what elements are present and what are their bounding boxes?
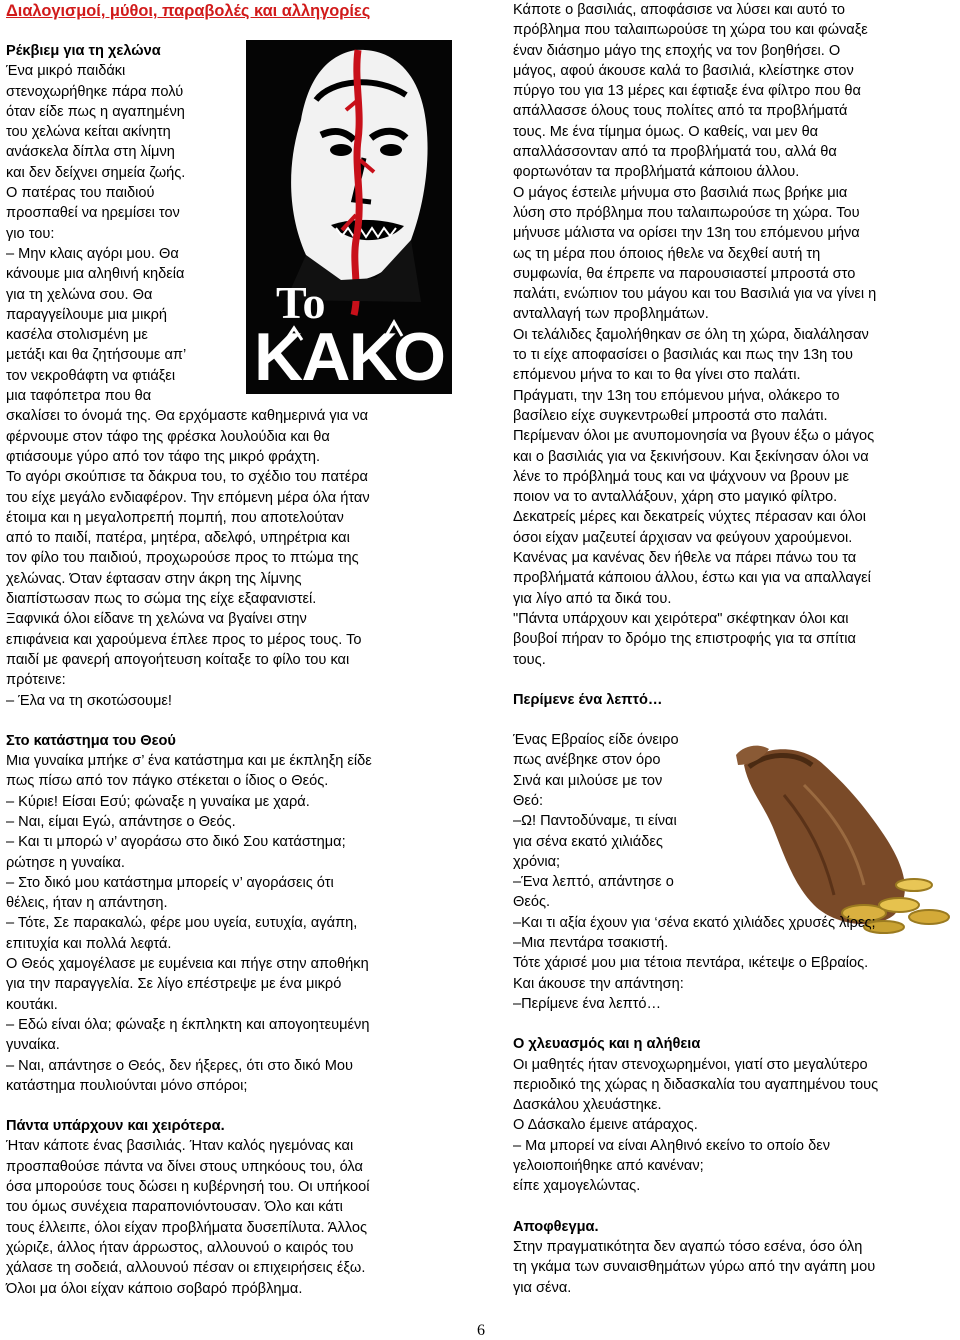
page-number: 6 — [477, 1322, 485, 1339]
section-title-aphorism: Αποφθεγμα. — [513, 1218, 599, 1235]
story-line: πως ανέβηκε στον όρο — [513, 752, 661, 769]
story-line: κάνουμε μια αληθινή κηδεία — [6, 266, 185, 283]
story-line: του χελώνα κείται ακίνητη — [6, 124, 171, 141]
poster-title-small: Το — [276, 277, 326, 328]
story-line: Δεκατρείς μέρες και δεκατρείς νύχτες πέρασαν και όλοι — [513, 509, 866, 526]
spacer — [513, 1014, 943, 1034]
story-line: Ξαφνικά όλοι είδανε τη χελώνα να βγαίνει στην — [6, 611, 307, 628]
story-line: περιοδικό της χώρας η διδασκαλία του αγαπημένου τους — [513, 1076, 879, 1093]
story-line: – Εδώ είναι όλα; φώναξε η έκπληκτη και απογοητευμένη — [6, 1016, 370, 1033]
story-line: είπε χαμογελώντας. — [513, 1178, 641, 1195]
story-line: για σένα εκατό χιλιάδες — [513, 833, 663, 850]
story-line: – Και τι μπορώ ν’ αγοράσω στο δικό Σου κατάστημα; — [6, 834, 346, 851]
story-line: Και άκουσε την απάντηση: — [513, 975, 684, 992]
story-line: όταν είδε πως η αγαπημένη — [6, 103, 185, 120]
story-line: Όλοι μα όλοι είχαν κάποιο σοβαρό πρόβλημα. — [6, 1280, 303, 1297]
story-line: προσπαθεί να ηρεμίσει τον — [6, 205, 180, 222]
story-line: συμφωνία, θα έπρεπε να παρουσιαστεί μπροστά στο — [513, 265, 856, 282]
story-line: Ένας Εβραίος είδε όνειρο — [513, 732, 679, 749]
story-line: Θεός. — [513, 894, 551, 911]
story-line: – Κύριε! Είσαι Εσύ; φώναξε η γυναίκα με χαρά. — [6, 793, 310, 810]
story-line: για λίγο από τα δικά του. — [513, 590, 672, 607]
story-line: παλάτι, ενώπιον του μάγου και του Βασιλιά για να γίνει η — [513, 286, 877, 303]
story-line: ποιον να το ανταλλάξουν, χάρη στο μαγικό φίλτρο. — [513, 489, 838, 506]
story-line: γελοιοποιήθηκε από κανέναν; — [513, 1158, 704, 1175]
story-line: Τότε χάρισέ μου μια τέτοια πεντάρα, ικέτεψε ο Εβραίος. — [513, 955, 869, 972]
story-line: Στην πραγματικότητα δεν αγαπώ τόσο εσένα, όσο όλη — [513, 1238, 863, 1255]
story-line: Θεό: — [513, 792, 544, 809]
story-line: χελώνας. Όταν έφτασαν στην άκρη της λίμνης — [6, 570, 302, 587]
story-line: τους έλλειπε, όλοι είχαν προβλήματα δυσεπίλυτα. Άλλος — [6, 1219, 368, 1236]
story-line: Ένα μικρό παιδάκι — [6, 63, 126, 80]
story-line: προβλήματά κάποιου άλλου, έστω και για να απαλλαγεί — [513, 570, 871, 587]
story-line: κατάστημα πουλιούνται μόνο σπόροι; — [6, 1077, 248, 1094]
story-line: όσοι είχαν μαζευτεί άρχισαν να φεύγουν χαρούμενοι. — [513, 529, 853, 546]
story-line: χρόνια; — [513, 853, 561, 870]
story-line: – Έλα να τη σκοτώσουμε! — [6, 692, 172, 709]
story-line: και ο βασιλιάς για να ξεκινήσουν. Και ξεκίνησαν όλοι να — [513, 448, 869, 465]
spacer — [6, 711, 452, 731]
story-line: και δεν δείχνει σημεία ζωής. — [6, 164, 186, 181]
story-line: έναν διάσημο μάγο της εποχής να τον βοηθήσει. Ο — [513, 42, 841, 59]
story-line: ρώτησε η γυναίκα. — [6, 854, 125, 871]
story-line: Ο μάγος έστειλε μήνυμα στο βασιλιά πως βρήκε μια — [513, 184, 848, 201]
story-line: προσπαθούσε πάντα να δίνει στους υπηκόους του, όλα — [6, 1158, 363, 1175]
story-line: το τι είχε αποφασίσει ο βασιλιάς και πως την 13η του — [513, 347, 853, 364]
story-line: Περίμεναν όλοι με ανυπομονησία να βγουν έξω ο μάγος — [513, 428, 875, 445]
spacer — [513, 1197, 943, 1217]
section-title-wait-a-minute: Περίμενε ένα λεπτό… — [513, 691, 663, 708]
story-line: φέρνουμε στον τάφο της φρέσκα λουλούδια και θα — [6, 428, 330, 445]
story-line: γυναίκα. — [6, 1037, 60, 1054]
section-title-gods-store: Στο κατάστημα του Θεού — [6, 732, 176, 749]
section-title-always-worse: Πάντα υπάρχουν και χειρότερα. — [6, 1118, 225, 1135]
story-line: για σένα. — [513, 1279, 572, 1296]
story-line: σκαλίσει το όνομά της. Θα ερχόμαστε καθημερινά για να — [6, 408, 369, 425]
story-line: Ο Δάσκαλο έμεινε ατάραχος. — [513, 1117, 698, 1134]
spacer — [513, 670, 943, 690]
story-line: πρόβλημα που ταλαιπωρούσε τη χώρα του και φώναξε — [513, 22, 868, 39]
story-line: χώριζε, άλλος ήταν άρρωστος, αλλουνού ο καιρός του — [6, 1239, 354, 1256]
story-line: τον φίλο του παιδιού, προχωρούσε προς το πτώμα της — [6, 550, 359, 567]
story-line: – Μην κλαις αγόρι μου. Θα — [6, 245, 179, 262]
story-line: Το αγόρι σκούπισε τα δάκρυα του, το σχέδιο του πατέρα — [6, 469, 368, 486]
story-line: όσα μπορούσε τους δώσει η κυβέρνησή του. Οι υπήκοοί — [6, 1179, 370, 1196]
spacer — [513, 710, 943, 730]
story-line: – Ναι, είμαι Εγώ, απάντησε ο Θεός. — [6, 813, 236, 830]
story-line: βουβοί πήραν το δρόμο της επιστροφής για τα σπίτια — [513, 631, 856, 648]
story-line: Κάποτε ο βασιλιάς, αποφάσισε να λύσει και αυτό το — [513, 2, 845, 18]
story-line: – Τότε, Σε παρακαλώ, φέρε μου υγεία, ευτυχία, αγάπη, — [6, 915, 358, 932]
poster-title-large: ΚΑΚΟ — [254, 319, 446, 394]
story-line: "Πάντα υπάρχουν και χειρότερα" σκέφτηκαν όλοι και — [513, 610, 849, 627]
spacer — [6, 1096, 452, 1116]
story-line: τη γκάμα των συναισθημάτων γύρω από την αγάπη μου — [513, 1259, 876, 1276]
story-line: Οι μαθητές ήταν στενοχωρημένοι, γιατί στο μεγαλύτερο — [513, 1056, 868, 1073]
story-line: απαλλάσσονταν από τα προβλήματά του, αλλά θα — [513, 144, 837, 161]
story-line: πύργο του για 13 μέρες και έφτιαξε ένα φίλτρο που θα — [513, 83, 861, 100]
story-line: για την παραγγελία. Σε λίγο επέστρεψε με ένα μικρό — [6, 976, 342, 993]
story-line: φορτωνόταν τα προβλήματά κάποιου άλλου. — [513, 164, 800, 181]
story-line: τους. — [513, 651, 546, 668]
story-line: του είχε μεγάλο ενδιαφέρον. Την επόμενη μέρα όλα ήταν — [6, 489, 370, 506]
story-line: – Στο δικό μου κατάστημα μπορείς ν’ αγοράσεις ότι — [6, 874, 334, 891]
story-line: πως πίσω από τον πάγκο στέκεται ο ίδιος ο Θεός. — [6, 773, 329, 790]
story-line: ως τη μέρα που όποιος ήθελε να δεχθεί αυτή τη — [513, 245, 821, 262]
page-header: Διαλογισμοί, μύθοι, παραβολές και αλληγορίες — [6, 2, 371, 20]
story-line: παιδί με φανερή απογοήτευση κοίταξε το φίλο του και — [6, 651, 350, 668]
story-line: Κανένας μα κανένας δεν ήθελε να πάρει πάνω του τα — [513, 550, 857, 567]
story-line: επιτυχία και πολλά λεφτά. — [6, 935, 172, 952]
right-column — [513, 0, 943, 1298]
story-line: Ο Θεός χαμογέλασε με ευμένεια και πήγε στην αποθήκη — [6, 956, 369, 973]
story-line: κασέλα στολισμένη με — [6, 327, 148, 344]
section-title-requiem: Ρέκβιεμ για τη χελώνα — [6, 43, 161, 59]
story-line: διαπίστωσαν πως το σώμα της είχε εξαφανιστεί. — [6, 591, 317, 608]
story-line: ανταλλαγή των προβλημάτων. — [513, 306, 709, 323]
story-line: –Ένα λεπτό, απάντησε ο — [513, 874, 674, 891]
story-line: Ήταν κάποτε ένας βασιλιάς. Ήταν καλός ηγεμόνας και — [6, 1138, 354, 1155]
story-line: Ο πατέρας του παιδιού — [6, 185, 155, 202]
section-title-mockery-and-truth: Ο χλευασμός και η αλήθεια — [513, 1036, 701, 1053]
story-line: –Και τι αξία έχουν για ‘σένα εκατό χιλιάδες χρυσές λίρες; — [513, 914, 876, 931]
story-line: – Μα μπορεί να είναι Αληθινό εκείνο το οποίο δεν — [513, 1137, 831, 1154]
story-line: χάλασε τη σοδειά, αλλουνού πέσαν οι επιχειρήσεις έξω. — [6, 1260, 366, 1277]
story-line: από το παιδί, πατέρα, μητέρα, αδελφό, υπηρέτρια και — [6, 530, 350, 547]
story-line: Μια γυναίκα μπήκε σ’ ένα κατάστημα και με έκπληξη είδε — [6, 753, 372, 770]
story-line: –Περίμενε ένα λεπτό… — [513, 995, 662, 1012]
story-line: Πράγματι, την 13η του επόμενου μήνα, ολάκερο το — [513, 387, 840, 404]
story-line: – Ναι, απάντησε ο Θεός, δεν ήξερες, ότι στο δικό Μου — [6, 1057, 353, 1074]
story-line: του όμως συνέχεια παραπονιόντουσαν. Όλο και κάτι — [6, 1199, 343, 1216]
story-line: μάγος, αφού άκουσε καλά το βασιλιά, κλείστηκε στον — [513, 62, 854, 79]
story-line: κουτάκι. — [6, 996, 58, 1013]
story-line: λένε το πρόβλημά τους και να ψάχνουν να βρουν με — [513, 468, 850, 485]
story-line: βασίλειο είχε συγκεντρωθεί μπροστά στο παλάτι. — [513, 407, 828, 424]
story-line: πρότεινε: — [6, 672, 66, 689]
story-line: φτιάσουμε γύρο από τον τάφο της μικρό φράχτη. — [6, 448, 321, 465]
story-line: θέλεις, ήταν η απάντηση. — [6, 895, 168, 912]
story-line: παραγγείλουμε μια μικρή — [6, 306, 168, 323]
story-line: μετάξι και θα ζητήσουμε απ’ — [6, 347, 187, 364]
story-line: –Ω! Παντοδύναμε, τι είναι — [513, 813, 677, 830]
story-line: τον νεκροθάφτη να φτιάξει — [6, 367, 176, 384]
story-line: για τη χελώνα σου. Θα — [6, 286, 153, 303]
story-line: επόμενου μήνα το και το θα γίνει στο παλάτι. — [513, 367, 801, 384]
story-line: γιο του: — [6, 225, 55, 242]
story-line: στενοχωρήθηκε πάρα πολύ — [6, 83, 184, 100]
story-line: ανάσκελα δίπλα στη λίμνη — [6, 144, 175, 161]
story-line: τους. Με ένα τίμημα όμως. Ο καθείς, ναι μεν θα — [513, 123, 819, 140]
story-line: απάλλασσε όλους τους πολίτες από τα προβλήματά — [513, 103, 848, 120]
story-line: λύση στο πρόβλημα που ταλαιπωρούσε τη χώρα. Του — [513, 204, 860, 221]
story-line: επιφάνεια και χαρούμενα έπλεε προς το μέρος τους. Το — [6, 631, 362, 648]
story-line: Σινά και μιλούσε με τον — [513, 772, 663, 789]
story-line: έτοιμα και η μεγαλοπρεπή πομπή, που αποτελούταν — [6, 509, 344, 526]
story-line: Οι τελάλιδες ξαμολήθηκαν σε όλη τη χώρα, διαλάλησαν — [513, 326, 869, 343]
story-line: Δασκάλου χλευάστηκε. — [513, 1097, 662, 1114]
left-column — [6, 41, 452, 1299]
story-line: μια ταφόπετρα που θα — [6, 388, 152, 405]
story-line: μήνυσε μάλιστα να ορίσει την 13η του επόμενου μήνα — [513, 225, 860, 242]
story-line: –Μια πεντάρα τσακιστή. — [513, 935, 669, 952]
